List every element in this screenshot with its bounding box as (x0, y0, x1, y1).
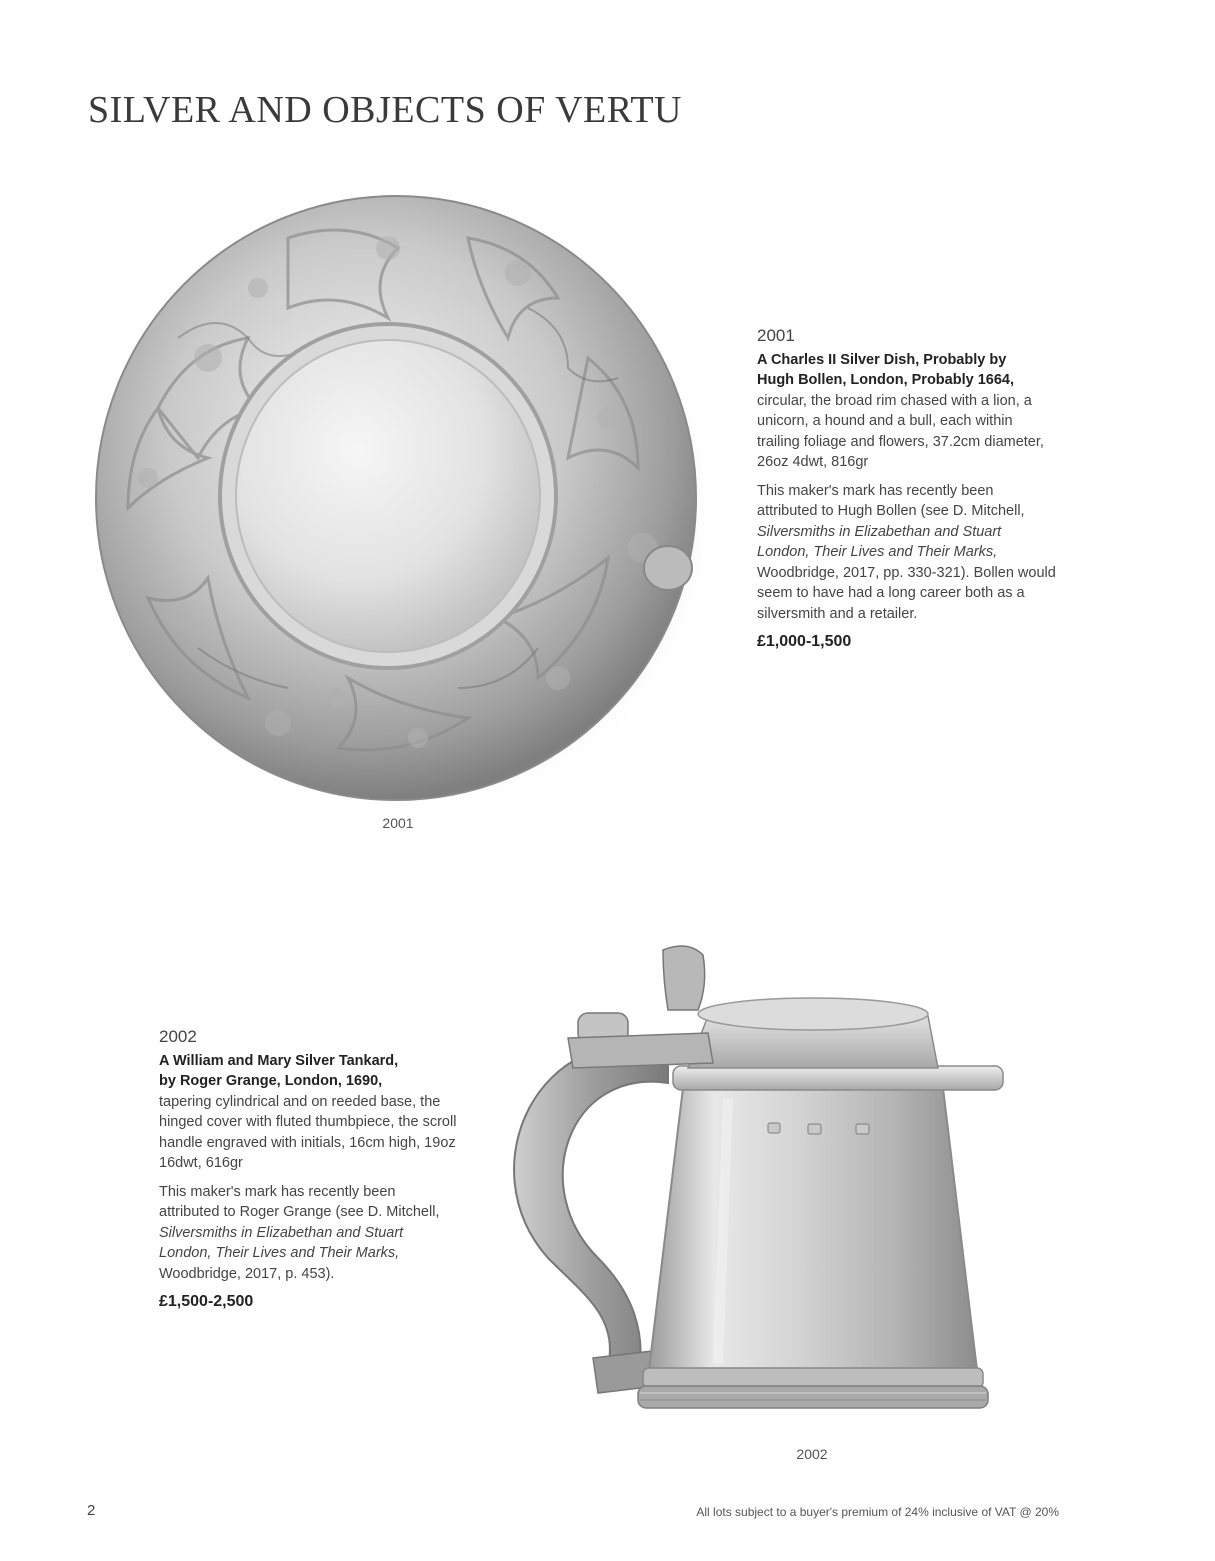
lot-description: tapering cylindrical and on reeded base, the hinged cover with fluted thumbpiece, the scroll handle engraved with initials, 16cm high, 19oz 16dwt, 616gr (159, 1093, 457, 1171)
lot-number: 2002 (159, 1027, 197, 1046)
lot-estimate: £1,500-2,500 (159, 1293, 254, 1310)
lot-note (757, 481, 1057, 625)
note-text: This maker's mark has recently been attributed to Hugh Bollen (see D. Mitchell, (757, 482, 1025, 519)
lot-title-line: A Charles II Silver Dish, Probably by (757, 351, 1007, 368)
note-book-title: Silversmiths in Elizabethan and Stuart London, Their Lives and Their Marks, (159, 1224, 404, 1261)
note-text: This maker's mark has recently been attributed to Roger Grange (see D. Mitchell, (159, 1183, 440, 1220)
note-text: Woodbridge, 2017, p. 453). (159, 1265, 335, 1282)
lot-title-line: Hugh Bollen, London, Probably 1664, (757, 372, 1014, 388)
silver-tankard-image (478, 938, 1008, 1438)
lot-title-line: by Roger Grange, London, 1690, (159, 1073, 383, 1089)
image-caption-2002: 2002 (796, 1446, 828, 1462)
note-text: Woodbridge, 2017, pp. 330-321). Bollen would seem to have had a long career both as a silversmith and a retailer. (757, 564, 1056, 622)
note-book-title: Silversmiths in Elizabethan and Stuart London, Their Lives and Their Marks, (757, 523, 1002, 560)
silver-dish-image (88, 178, 708, 810)
lot-number: 2001 (757, 326, 795, 345)
lot-description: circular, the broad rim chased with a lion, a unicorn, a hound and a bull, each within trailing foliage and flowers, 37.2cm diameter, 26oz 4dwt, 816gr (757, 392, 1044, 470)
page-number: 2 (87, 1502, 96, 1519)
image-caption-2001: 2001 (382, 815, 414, 831)
buyers-premium-note: All lots subject to a buyer's premium of 24% inclusive of VAT @ 20% (696, 1505, 1059, 1519)
lot-title-line: A William and Mary Silver Tankard, (159, 1052, 399, 1069)
lot-note (159, 1182, 459, 1285)
lot-2002 (159, 1027, 459, 1313)
lot-estimate: £1,000-1,500 (757, 633, 852, 650)
lot-2001 (757, 326, 1057, 653)
page-title: SILVER AND OBJECTS OF VERTU (88, 89, 682, 131)
